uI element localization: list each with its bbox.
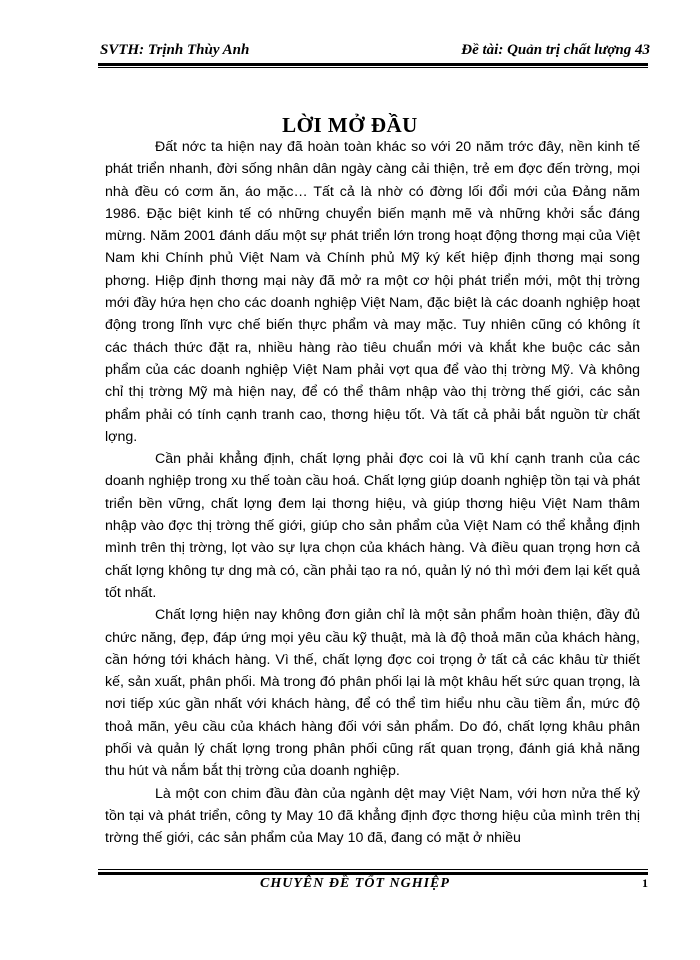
paragraph-3: Chất lợng hiện nay không đơn giản chỉ là một sản phẩm hoàn thiện, đầy đủ chức năng, đẹp, đáp ứng mọi yêu cầu kỹ thuật, mà là độ thoả mãn của khách hàng, cần hớng tới khách hàng. Vì thế, chất lợng đợc coi trọng ở tất cả các khâu từ thiết kế, sản xuất, phân phối. Mà trong đó phân phối lại là một khâu hết sức quan trọng, là nơi tiếp xúc gần nhất với khách hàng, để có thể tìm hiểu nhu cầu tiềm ẩn, mức độ thoả mãn, yêu cầu của khách hàng đối với sản phẩm. Do đó, chất lợng khâu phân phối và quản lý chất lợng trong phân phối cũng rất quan trọng, đánh giá khả năng thu hút và nắm bắt thị trờng của doanh nghiệp. [105, 607, 640, 780]
header-rule-thick [98, 63, 648, 66]
footer-rule-thin [98, 869, 648, 870]
footer-title: CHUYÊN ĐỀ TỐT NGHIỆP [260, 876, 450, 891]
document-title: LỜI MỞ ĐẦU [282, 113, 418, 137]
page-number: 1 [642, 876, 648, 890]
paragraph-1: Đất nớc ta hiện nay đã hoàn toàn khác so với 20 năm trớc đây, nền kinh tế phát triển nhanh, đời sống nhân dân ngày càng cải thiện, trẻ em đợc đến trờng, mọi nhà đều có cơm ăn, áo mặc… Tất cả là nhờ có đờng lối đổi mới của Đảng năm 1986. Đặc biệt kinh tế có những chuyển biến mạnh mẽ và những khởi sắc đáng mừng. Năm 2001 đánh dấu một sự phát triển lớn trong hoạt động thơng mại của Việt Nam khi Chính phủ Việt Nam và Chính phủ Mỹ ký kết hiệp định thơng mại song phơng. Hiệp định thơng mại này đã mở ra một cơ hội phát triển mới, một thị trờng mới đầy hứa hẹn cho các doanh nghiệp Việt Nam, đặc biệt là các doanh nghiệp hoạt động trong lĩnh vực chế biến thực phẩm và may mặc. Tuy nhiên cũng có không ít các thách thức đặt ra, nhiều hàng rào tiêu chuẩn mới và khắt khe buộc các sản phẩm của các doanh nghiệp Việt Nam phải vợt qua để vào thị trờng Mỹ. Và không chỉ thị trờng Mỹ mà hiện nay, để có thể thâm nhập vào thị trờng thế giới, các sản phẩm phải có tính cạnh tranh cao, thơng hiệu tốt. Và tất cả phải bắt nguồn từ chất lợng. [105, 139, 641, 445]
paragraph-4: Là một con chim đầu đàn của ngành dệt may Việt Nam, với hơn nửa thế kỷ tồn tại và phát triển, công ty May 10 đã khẳng định đợc thơng hiệu của mình trên thị trờng thế giới, các sản phẩm của May 10 đã, đang có mặt ở nhiều [105, 785, 640, 847]
header-rule-thin [98, 67, 648, 68]
page-footer [100, 876, 650, 896]
paragraph-2: Cần phải khẳng định, chất lợng phải đợc coi là vũ khí cạnh tranh của các doanh nghiệp trong xu thế toàn cầu hoá. Chất lợng giúp doanh nghiệp tồn tại và phát triển bền vững, chất lợng đem lại thơng hiệu, và giúp thơng hiệu Việt Nam thâm nhập vào đợc thị trờng thế giới, giúp cho sản phẩm của Việt Nam có thể khẳng định mình trên thị trờng, lọt vào sự lựa chọn của khách hàng. Và điều quan trọng hơn cả chất lợng không tự dng mà có, cần phải tạo ra nó, quản lý nó thì mới đem lại kết quả tốt nhất. [105, 451, 640, 601]
header-topic: Đề tài: Quản trị chất lượng 43 [461, 41, 650, 58]
page-header [100, 40, 650, 60]
footer-rule-thick [98, 872, 648, 875]
header-author: SVTH: Trịnh Thùy Anh [100, 41, 250, 58]
document-body [105, 136, 640, 850]
